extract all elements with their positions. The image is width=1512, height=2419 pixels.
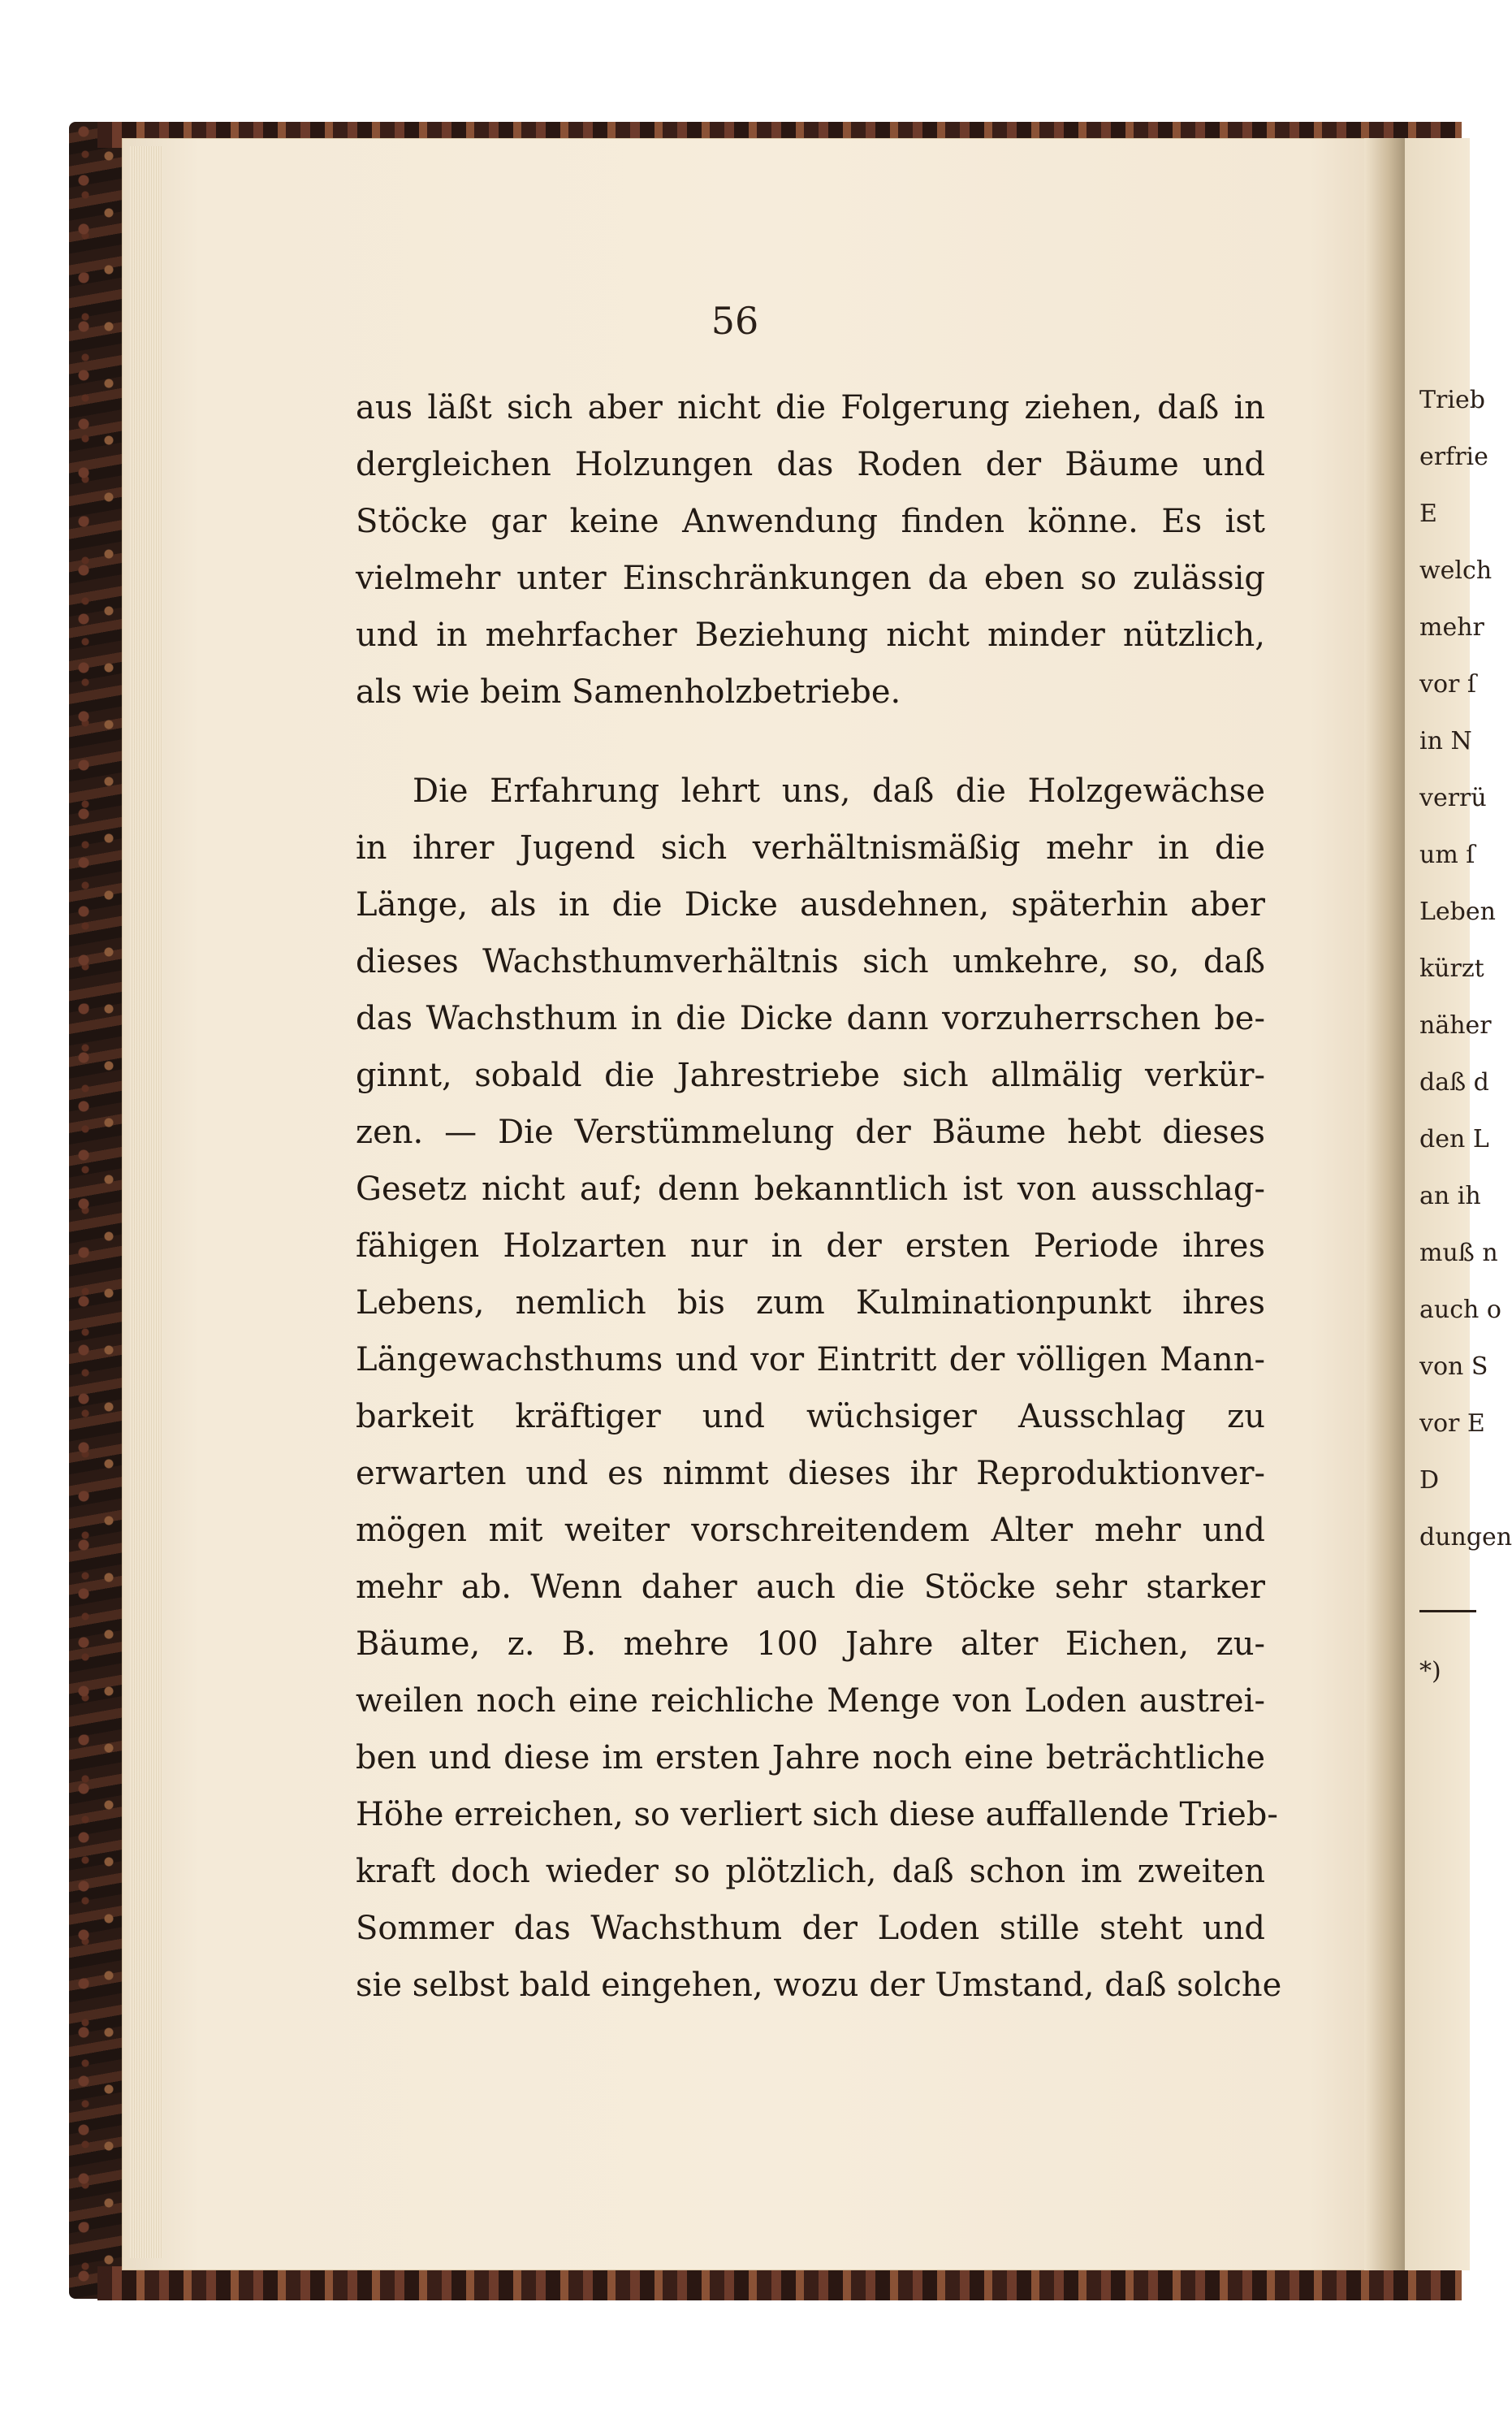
page-number: 56 [711,299,759,343]
next-page-line: erfrie [1419,443,1488,471]
text-line: sie selbst bald eingehen, wozu der Umstand, daß solche [356,1967,1282,2004]
text-line: Lebens, nemlich bis zum Kulminationpunkt ihres [356,1284,1265,1322]
next-page-line: muß n [1419,1239,1498,1267]
text-line: fähigen Holzarten nur in der ersten Periode ihres [356,1227,1265,1265]
next-page-line: um ſ [1419,841,1475,869]
next-page-line: von S [1419,1352,1488,1381]
next-page-line: D [1419,1466,1440,1495]
next-page-line: an ih [1419,1182,1481,1210]
next-page-line: verrü [1419,784,1487,812]
text-line: Stöcke gar keine Anwendung finden könne. Es ist [356,503,1265,540]
text-line: dergleichen Holzungen das Roden der Bäume und [356,446,1265,483]
marbled-cover-bottom [97,2266,1462,2300]
next-page-line: Leben [1419,898,1496,926]
text-line: und in mehrfacher Beziehung nicht minder nützlich, [356,617,1265,654]
next-page-line: kürzt [1419,954,1484,983]
next-page-line: mehr [1419,613,1484,642]
next-page-fragment [1405,138,1512,2270]
text-line: ginnt, sobald die Jahrestriebe sich allmälig verkür- [356,1057,1265,1094]
next-page-line: vor E [1419,1409,1485,1438]
text-line: Länge, als in die Dicke ausdehnen, späterhin aber [356,886,1265,924]
text-line: weilen noch eine reichliche Menge von Loden austrei- [356,1682,1265,1720]
text-line: aus läßt sich aber nicht die Folgerung ziehen, daß in [356,389,1265,426]
text-line: Bäume, z. B. mehre 100 Jahre alter Eichen, zu- [356,1625,1265,1663]
text-line: zen. — Die Verstümmelung der Bäume hebt dieses [356,1114,1265,1151]
text-line: Längewachsthums und vor Eintritt der völligen Mann- [356,1341,1265,1378]
text-line: Gesetz nicht auf; denn bekanntlich ist von ausschlag- [356,1171,1265,1208]
page-edges [130,146,162,2258]
text-line: Höhe erreichen, so verliert sich diese auffallende Trieb- [356,1796,1278,1833]
text-line: kraft doch wieder so plötzlich, daß schon im zweiten [356,1853,1265,1890]
next-page-line: näher [1419,1011,1492,1040]
next-page-line: daß d [1419,1068,1489,1097]
text-line: als wie beim Samenholzbetriebe. [356,673,901,711]
next-page-line: welch [1419,556,1493,585]
next-page-line: *) [1419,1657,1441,1686]
text-line: in ihrer Jugend sich verhältnismäßig mehr in die [356,829,1265,867]
next-page-line: E [1419,500,1437,528]
text-line: vielmehr unter Einschränkungen da eben so zulässig [356,560,1265,597]
text-line: mehr ab. Wenn daher auch die Stöcke sehr starker [356,1569,1265,1606]
next-page-line: in N [1419,727,1472,755]
footnote-rule [1419,1610,1476,1612]
text-line: Sommer das Wachsthum der Loden stille steht und [356,1910,1265,1947]
text-line: barkeit kräftiger und wüchsiger Ausschlag zu [356,1398,1265,1435]
text-line: das Wachsthum in die Dicke dann vorzuherrschen be- [356,1000,1265,1037]
text-line: dieses Wachsthumverhältnis sich umkehre, so, daß [356,943,1265,980]
text-line: mögen mit weiter vorschreitendem Alter mehr und [356,1512,1265,1549]
text-line: erwarten und es nimmt dieses ihr Reproduktionver- [356,1455,1265,1492]
text-line: ben und diese im ersten Jahre noch eine beträchtliche [356,1739,1265,1776]
text-line: Die Erfahrung lehrt uns, daß die Holzgewächse [413,772,1265,810]
book-gutter [1364,138,1405,2270]
next-page-line: vor ſ [1419,670,1476,699]
next-page-line: dungen [1419,1523,1512,1551]
next-page-line: den L [1419,1125,1489,1153]
next-page-line: auch o [1419,1296,1501,1324]
next-page-line: Trieb [1419,386,1485,414]
